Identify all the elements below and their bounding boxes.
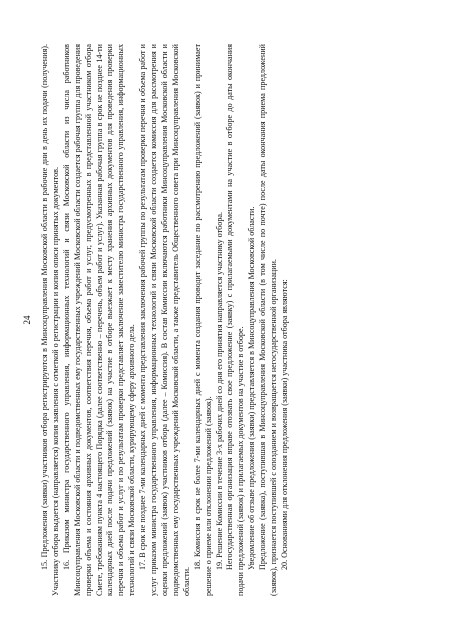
paragraph-17: 17. В срок не позднее 7-ми календарных дней с момента представления заключения рабочей группы по результатам проверки перечня и объема работ и услуг приказом министра государственного управления, информационных технологий и связи Московской области создается комиссия для рассмотрения и оценки предложений (заявок) участников отбора (далее – Комиссия). В состав Комиссии включаются работники Минсоцуправления Московской области и подведомственных ему государственных учреждений Московской области, а также представитель Общественного совета при Минсоцуправления Московской области. (138, 44, 191, 596)
paragraph-18: 18. Комиссия в срок не более 7-ми календарных дней с момента создания проводит заседание по рассмотрению предложений (заявок) и принимает решение о приеме или отклонении предложений (заявок). (192, 44, 213, 596)
paragraph-15: 15. Предложения (заявки) участников отбора регистрируются в Минсоцуправления Московской области в рабочие дни в день их подачи (получения). Участнику отбора выдается (направляется) копия заявления с отметкой о регистрации и копия описи принятых документов. (40, 44, 60, 596)
document-body (40, 44, 442, 596)
paragraph-19: 19. Решение Комиссии в течение 3-х рабочих дней со дня его принятия направляется участнику отбора. (214, 212, 224, 570)
paragraph-16: 16. Приказом министра государственного управления, информационных технологий и связи Московской области из числа работников Минсоцуправления Московской области и подведомственных ему государственных учреждений Московской области создается рабочая группа для проведения проверки объема и состояния архивных документов, соответствия перечня, объема работ и услуг, предусмотренных в представленной участником отбора Смете, требованиям пункта 4 настоящего Порядка (далее соответственно – перечень, объем работ и услуг). Указанная рабочая группа в срок не позднее 14-ти календарных дней после подачи предложений (заявок) на участие в отборе выезжает к месту хранения архивных документов для проведения проверки перечня и объема работ и услуг и по результатам проверки представляет заключение заместителю министра государственного управления, информационных технологий и связи Московской области, курирующему сферу архивного дела. (61, 44, 137, 596)
paragraph-withdrawal-notice: Уведомление об отзыве предложения (заявки) представляется в Минсоцуправления Московской области. (247, 206, 257, 570)
page-number: 24 (22, 315, 32, 325)
paragraph-withdrawal-right: Негосударственная организация вправе отозвать свое предложение (заявку) с прилагаемыми документами на участие в отборе до даты окончания подачи предложений (заявок) и прилагаемых документов на участие в отборе. (225, 44, 246, 596)
paragraph-late-submission: Предложение (заявка), поступившая в Минсоцуправления Московской области (в том числе по почте) после даты окончания приема предложений (заявок), признается поступившей с опозданием и возвращается негосударственной организации. (258, 44, 279, 596)
paragraph-20: 20. Основаниями для отклонения предложения (заявки) участника отбора являются: (279, 279, 289, 570)
